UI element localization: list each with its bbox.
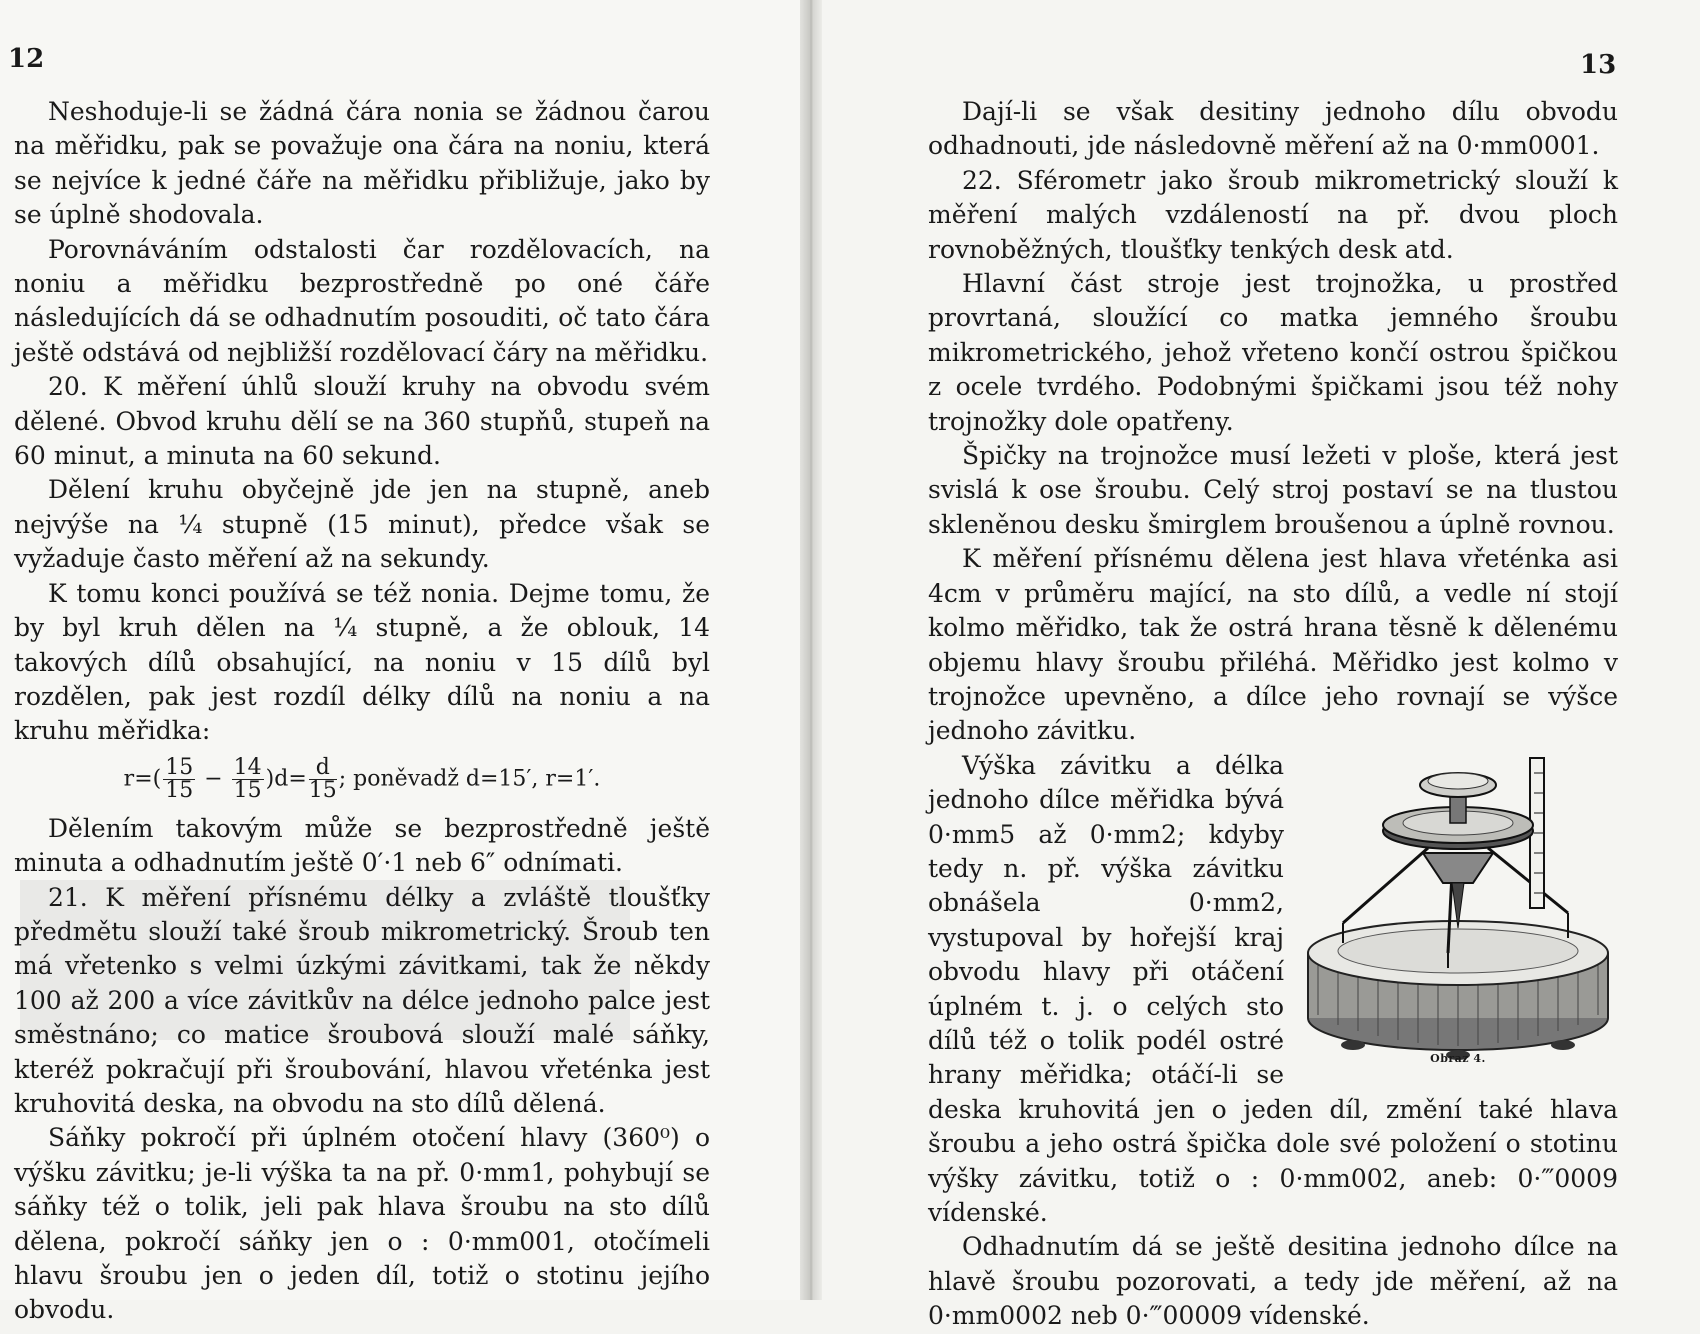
formula-minus: −	[204, 766, 223, 792]
fraction	[232, 754, 264, 803]
fraction-numerator: 14	[233, 754, 262, 780]
fraction-numerator: d	[309, 757, 337, 780]
nonius-formula	[14, 754, 710, 803]
fraction-denominator: 15	[308, 777, 337, 803]
paragraph: 22. Sférometr jako šroub mikrometrický slouží k měření malých vzdáleností na př. dvou ploch rovnoběžných, tloušťky tenkých desk atd.	[928, 165, 1618, 264]
left-page-number: 12	[8, 44, 45, 74]
book-gutter	[800, 0, 822, 1300]
formula-tail: ; poněvadž d=15′, r=1′.	[338, 766, 601, 792]
right-text-column	[928, 95, 1618, 1334]
paragraph: 20. K měření úhlů slouží kruhy na obvodu svém dělené. Obvod kruhu dělí se na 360 stupňů, stupeň na 60 minut, a minuta na 60 sekund.	[14, 372, 710, 471]
spherometer-icon	[1298, 753, 1618, 1063]
paragraph: K tomu konci používá se též nonia. Dejme tomu, že by byl kruh dělen na ¼ stupně, a že oblouk, 14 takových dílů obsahující, na noniu v 15 dílů byl rozdělen, pak jest rozdíl délky dílů na noniu a na kruhu měřidka:	[14, 578, 710, 746]
paragraph: Dělení kruhu obyčejně jde jen na stupně, aneb nejvýše na ¼ stupně (15 minut), předce však se vyžaduje často měření až na sekundy.	[14, 475, 710, 574]
paragraph: 21. K měření přísnému délky a zvláště tloušťky předmětu slouží také šroub mikrometrický. Šroub ten má vřetenko s velmi úzkými závitkami, tak že někdy 100 až 200 a více závitkův na délce jednoho palce jest směstnáno; co matice šroubová slouží malé sáňky, kteréž pokračují při šroubování, hlavou vřeténka jest kruhovitá deska, na obvodu na sto dílů dělená.	[14, 882, 710, 1118]
paragraph: Porovnáváním odstalosti čar rozdělovacích, na noniu a měřidku bezprostředně po oné čáře následujících dá se odhadnutím posouditi, oč tato čára ještě odstává od nejbližší rozdělovací čáry na měřidku.	[14, 234, 710, 367]
paragraph: Neshoduje-li se žádná čára nonia se žádnou čarou na měřidku, pak se považuje ona čára na noniu, která se nejvíce k jedné čáře na měřidku přibližuje, jako by se úplně shodovala.	[14, 97, 710, 230]
right-page-number: 13	[1580, 50, 1617, 80]
spherometer-figure	[1298, 753, 1618, 1083]
paragraph: K měření přísnému dělena jest hlava vřeténka asi 4cm v průměru mající, na sto dílů, a vedle ní stojí kolmo měřidko, tak že ostrá hrana těsně k dělenému objemu hlavy šroubu přiléhá. Měřidko jest kolmo v trojnožce upevněno, a dílce jeho rovnají se výšce jednoho závitku.	[928, 544, 1618, 746]
fraction-denominator: 15	[233, 777, 262, 803]
left-text-column	[14, 95, 710, 1328]
paragraph: Špičky na trojnožce musí ležeti v ploše, která jest svislá k ose šroubu. Celý stroj postaví se na tlustou skleněnou desku šmirglem broušenou a úplně rovnou.	[928, 441, 1618, 539]
figure-caption: Obraz 4.	[1430, 1052, 1486, 1066]
formula-mid: )d=	[265, 766, 307, 792]
paragraph: Odhadnutím dá se ještě desitina jednoho dílce na hlavě šroubu pozorovati, a tedy jde měření, až na 0·mm0002 neb 0·‴00009 vídenské.	[928, 1232, 1618, 1331]
paragraph: Výška závitku a délka jednoho dílce měřidka bývá 0·mm5 až 0·mm2; kdyby tedy n. př. výška závitku obnášela 0·mm2, vystupoval by hořejší kraj obvodu hlavy při otáčení úplném t. j. o celých sto dílů též o tolik podél ostré hrany měřidka; otáčí-li se deska kruhovitá jen o jeden díl, změní také hlava šroubu a jeho ostrá špička dole své položení o stotinu výšky závitku, totiž o : 0·mm002, aneb: 0·‴0009 vídenské.	[928, 750, 1618, 1227]
paragraph: Dají-li se však desitiny jednoho dílu obvodu odhadnouti, jde následovně měření až na 0·mm0001.	[928, 97, 1618, 161]
fraction-numerator: 15	[165, 754, 194, 780]
paragraph: Dělením takovým může se bezprostředně ještě minuta a odhadnutím ještě 0′·1 neb 6″ odnímati.	[14, 813, 710, 878]
formula-lhs: r=(	[123, 766, 162, 792]
paragraph: Hlavní část stroje jest trojnožka, u prostřed provrtaná, sloužící co matka jemného šroubu mikrometrického, jehož vřeteno končí ostrou špičkou z ocele tvrdého. Podobnými špičkami jsou též nohy trojnožky dole opatřeny.	[928, 269, 1618, 436]
fraction	[308, 754, 337, 803]
paragraph: Sáňky pokročí při úplném otočení hlavy (360⁰) o výšku závitku; je-li výška ta na př. 0·mm1, pohybují se sáňky též o tolik, jeli pak hlava šroubu na sto dílů dělena, pokročí sáňky jen o : 0·mm001, otočímeli hlavu šroubu jen o jeden díl, totiž o stotinu jejího obvodu.	[14, 1123, 710, 1325]
fraction	[163, 754, 195, 803]
fraction-denominator: 15	[165, 777, 194, 803]
